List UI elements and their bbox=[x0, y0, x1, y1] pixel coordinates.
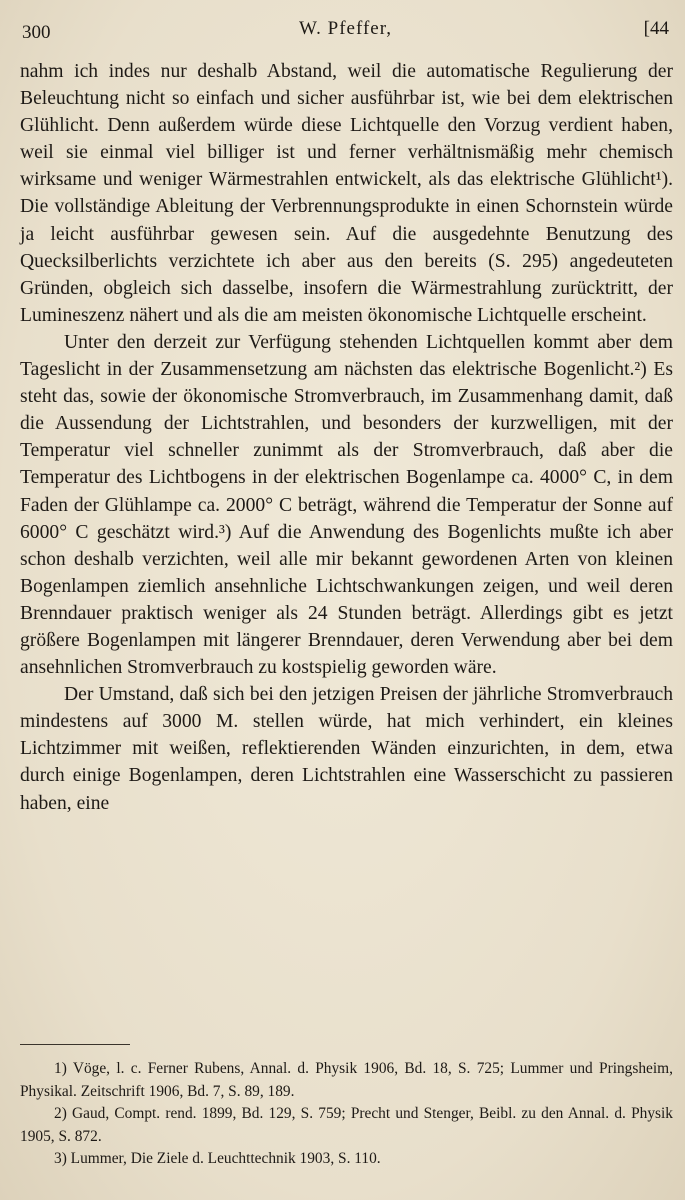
paragraph: Der Umstand, daß sich bei den jetzigen Preisen der jährliche Stromverbrauch mindestens auf 3000 M. stellen würde, hat mich verhindert, ein kleines Lichtzimmer mit weißen, reflektierenden Wänden einzurichten, in dem, etwa durch einige Bogenlampen, deren Lichtstrahlen eine Wasserschicht zu passieren haben, eine bbox=[20, 684, 673, 814]
body-text bbox=[20, 58, 673, 817]
footnote: 2) Gaud, Compt. rend. 1899, Bd. 129, S. 759; Precht und Stenger, Beibl. zu den Annal. d. Physik 1905, S. 872. bbox=[20, 1105, 673, 1145]
footnote-divider bbox=[20, 1044, 130, 1045]
footnote: 3) Lummer, Die Ziele d. Leuchttechnik 1903, S. 110. bbox=[54, 1150, 381, 1168]
paragraph: Unter den derzeit zur Verfügung stehenden Lichtquellen kommt aber dem Tageslicht in der Zusammensetzung am nächsten das elektrische Bogenlicht.²) Es steht das, sowie der ökonomische Stromverbrauch, im Zusammenhang damit, daß die Aussendung der Lichtstrahlen, und besonders der kurzwelligen, mit der Temperatur viel schneller zunimmt als der Stromverbrauch, daß aber die Temperatur des Lichtbogens in der elektrischen Bogenlampe ca. 4000° C, in dem Faden der Glühlampe ca. 2000° C beträgt, während die Temperatur der Sonne auf 6000° C geschätzt wird.³) Auf die Anwendung des Bogenlichts mußte ich aber schon deshalb verzichten, weil alle mir bekannt gewordenen Arten von kleinen Bogenlampen ziemlich ansehnliche Lichtschwankungen zeigen, und weil deren Brenndauer praktisch weniger als 24 Stunden beträgt. Allerdings gibt es jetzt größere Bogenlampen mit längerer Brenndauer, deren Verwendung aber bei dem ansehnlichen Stromverbrauch zu kostspielig geworden wäre. bbox=[20, 331, 673, 679]
footnotes bbox=[20, 1058, 673, 1171]
page-number: 300 bbox=[22, 22, 51, 43]
footnote: 1) Vöge, l. c. Ferner Rubens, Annal. d. Physik 1906, Bd. 18, S. 725; Lummer und Pringsheim, Physikal. Zeitschrift 1906, Bd. 7, S. 89, 189. bbox=[20, 1060, 673, 1100]
paragraph: nahm ich indes nur deshalb Abstand, weil die automatische Regulierung der Beleuchtung nicht so einfach und sicher ausführbar ist, wie bei dem elektrischen Glühlicht. Denn außerdem würde diese Lichtquelle den Vorzug verdient haben, weil sie einmal viel billiger ist und ferner verhältnismäßig mehr chemisch wirksame und weniger Wärmestrahlen entwickelt, als das elektrische Glühlicht¹). Die vollständige Ableitung der Verbrennungsprodukte in einen Schornstein würde ja leicht ausführbar gewesen sein. Auf die ausgedehnte Benutzung des Quecksilberlichts verzichtete ich aber aus den bereits (S. 295) angedeuteten Gründen, obgleich sich dasselbe, insofern die Wärmestrahlung zurücktritt, der Lumineszenz nähert und als die am meisten ökonomische Lichtquelle erscheint. bbox=[20, 61, 673, 326]
section-number: [44 bbox=[643, 18, 669, 39]
page-header bbox=[22, 18, 669, 48]
running-head: W. Pfeffer, bbox=[298, 18, 393, 39]
